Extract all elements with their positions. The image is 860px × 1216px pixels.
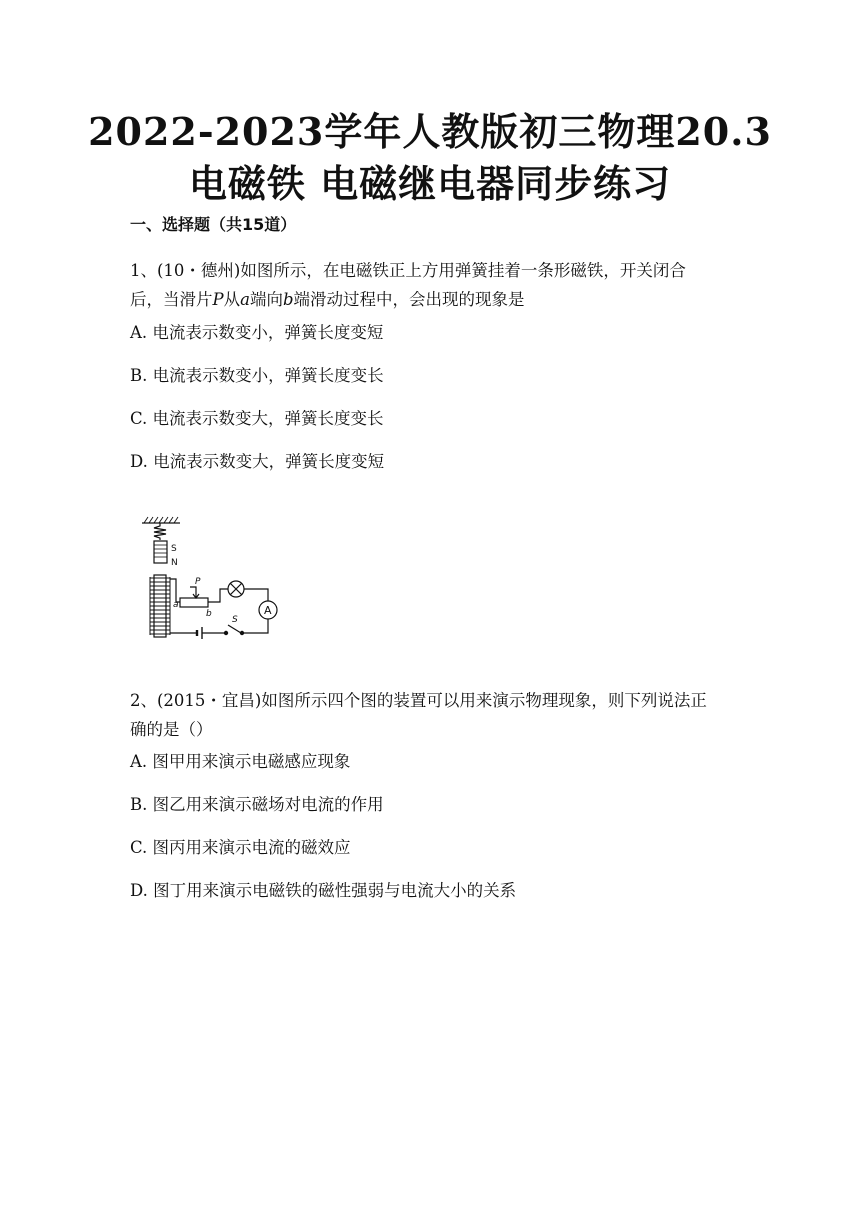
p-label: P: [195, 577, 201, 587]
electromagnet-circuit-figure: [140, 515, 300, 640]
ammeter-label: A: [264, 604, 272, 617]
question-2-line-1: 2、(2015・宜昌)如图所示四个图的装置可以用来演示物理现象，则下列说法正: [130, 691, 707, 710]
document-title: [60, 106, 800, 210]
question-2-stem: [130, 686, 740, 744]
q1-text-part: 后，当滑片: [130, 290, 213, 309]
question-2-option-b: B. 图乙用来演示磁场对电流的作用: [130, 795, 384, 814]
coil: [150, 577, 170, 635]
question-1-option-b: B. 电流表示数变小，弹簧长度变长: [130, 366, 384, 385]
title-line-1: 2022-2023学年人教版初三物理20.3: [88, 109, 772, 154]
question-2-option-d: D. 图丁用来演示电磁铁的磁性强弱与电流大小的关系: [130, 881, 517, 900]
question-1-line-2: [130, 285, 740, 314]
ceiling-hatch: [144, 517, 178, 523]
s-pole-label: S: [171, 544, 177, 554]
title-line-2: 电磁铁 电磁继电器同步练习: [188, 161, 672, 206]
question-2-option-c: C. 图丙用来演示电流的磁效应: [130, 838, 351, 857]
q1-var-p: P: [212, 290, 224, 309]
slider-arrow: [190, 587, 199, 598]
rheostat: [180, 598, 208, 607]
section-heading: 一、选择题（共15道）: [130, 215, 297, 234]
question-1-option-a: A. 电流表示数变小，弹簧长度变短: [130, 323, 384, 342]
question-1-stem: [130, 256, 740, 314]
wire: [244, 589, 268, 601]
q1-text-part: 端向: [249, 290, 283, 309]
n-pole-label: N: [171, 558, 178, 568]
spring: [154, 523, 166, 540]
q1-var-a: a: [240, 290, 250, 309]
question-2-option-a: A. 图甲用来演示电磁感应现象: [130, 752, 351, 771]
wire: [208, 589, 228, 602]
question-1-option-c: C. 电流表示数变大，弹簧长度变长: [130, 409, 384, 428]
bar-magnet: [154, 541, 167, 563]
b-label: b: [206, 609, 212, 619]
q1-var-b: b: [282, 290, 294, 309]
q1-text-part: 端滑动过程中，会出现的现象是: [293, 290, 525, 309]
wire: [244, 619, 268, 633]
question-2-line-2: 确的是（）: [130, 720, 213, 739]
switch-label: S: [232, 615, 238, 625]
question-1-option-d: D. 电流表示数变大，弹簧长度变短: [130, 452, 385, 471]
question-1-line-1: 1、(10・德州)如图所示，在电磁铁正上方用弹簧挂着一条形磁铁，开关闭合: [130, 261, 686, 280]
q1-text-part: 从: [223, 290, 241, 309]
switch: [228, 625, 241, 633]
wire: [170, 579, 180, 602]
a-label: a: [173, 600, 179, 610]
